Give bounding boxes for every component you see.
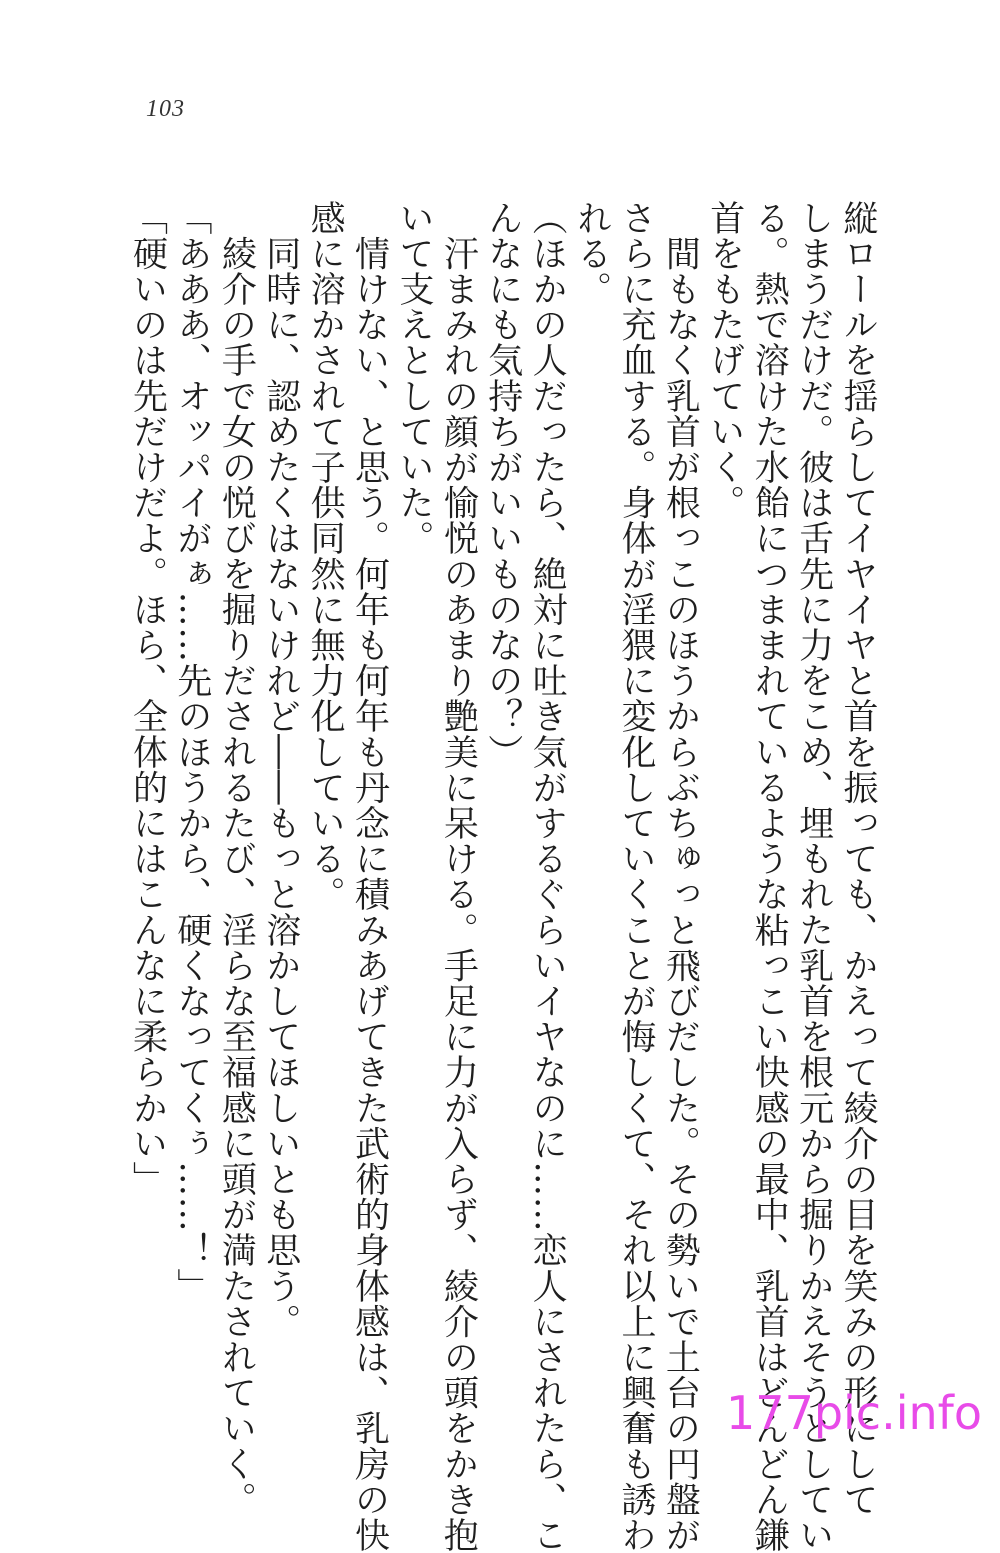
text-line: 同時に、認めたくはないけれど――もっと溶かしてほしいとも思う。 bbox=[260, 200, 301, 1340]
text-line: 間もなく乳首が根っこのほうからぶちゅっと飛びだした。その勢いで土台の円盤が bbox=[660, 200, 701, 1553]
text-line: 縦ロールを揺らしてイヤイヤと首を振っても、かえって綾介の目を笑みの形にして bbox=[838, 200, 878, 1518]
text-line: 首をもたげていく。 bbox=[704, 200, 745, 521]
page-number: 103 bbox=[146, 96, 185, 122]
text-line: 「あああ、オッパイがぁ……先のほうから、硬くなってくぅ……！」 bbox=[171, 200, 212, 1304]
text-line: んなにも気持ちがいいものなの？） bbox=[482, 200, 523, 770]
text-line: いて支えとしていた。 bbox=[393, 200, 434, 556]
text-line: 感に溶かされて子供同然に無力化している。 bbox=[305, 200, 346, 912]
watermark-text: 177pic.info bbox=[726, 1386, 982, 1440]
text-line: る。熱で溶けた水飴につままれているような粘っこい快感の最中、乳首はどんどん鎌 bbox=[749, 200, 790, 1553]
text-line: 綾介の手で女の悦びを掘りだされるたび、淫らな至福感に頭が満たされていく。 bbox=[216, 200, 257, 1518]
text-line: （ほかの人だったら、絶対に吐き気がするぐらいイヤなのに……恋人にされたら、こ bbox=[527, 200, 568, 1553]
text-line: れる。 bbox=[571, 200, 612, 307]
text-line: 情けない、と思う。何年も何年も丹念に積みあげてきた武術的身体感は、乳房の快 bbox=[349, 200, 390, 1553]
text-line: さらに充血する。身体が淫猥に変化していくことが悔しくて、それ以上に興奮も誘わ bbox=[615, 200, 656, 1553]
text-line: しまうだけだ。彼は舌先に力をこめ、埋もれた乳首を根元から掘りかえそうとしてい bbox=[793, 200, 834, 1553]
text-line: 「硬いのは先だけだよ。ほら、全体的にはこんなに柔らかい」 bbox=[127, 200, 168, 1197]
text-line: 汗まみれの顔が愉悦のあまり艶美に呆ける。手足に力が入らず、綾介の頭をかき抱 bbox=[438, 200, 479, 1553]
